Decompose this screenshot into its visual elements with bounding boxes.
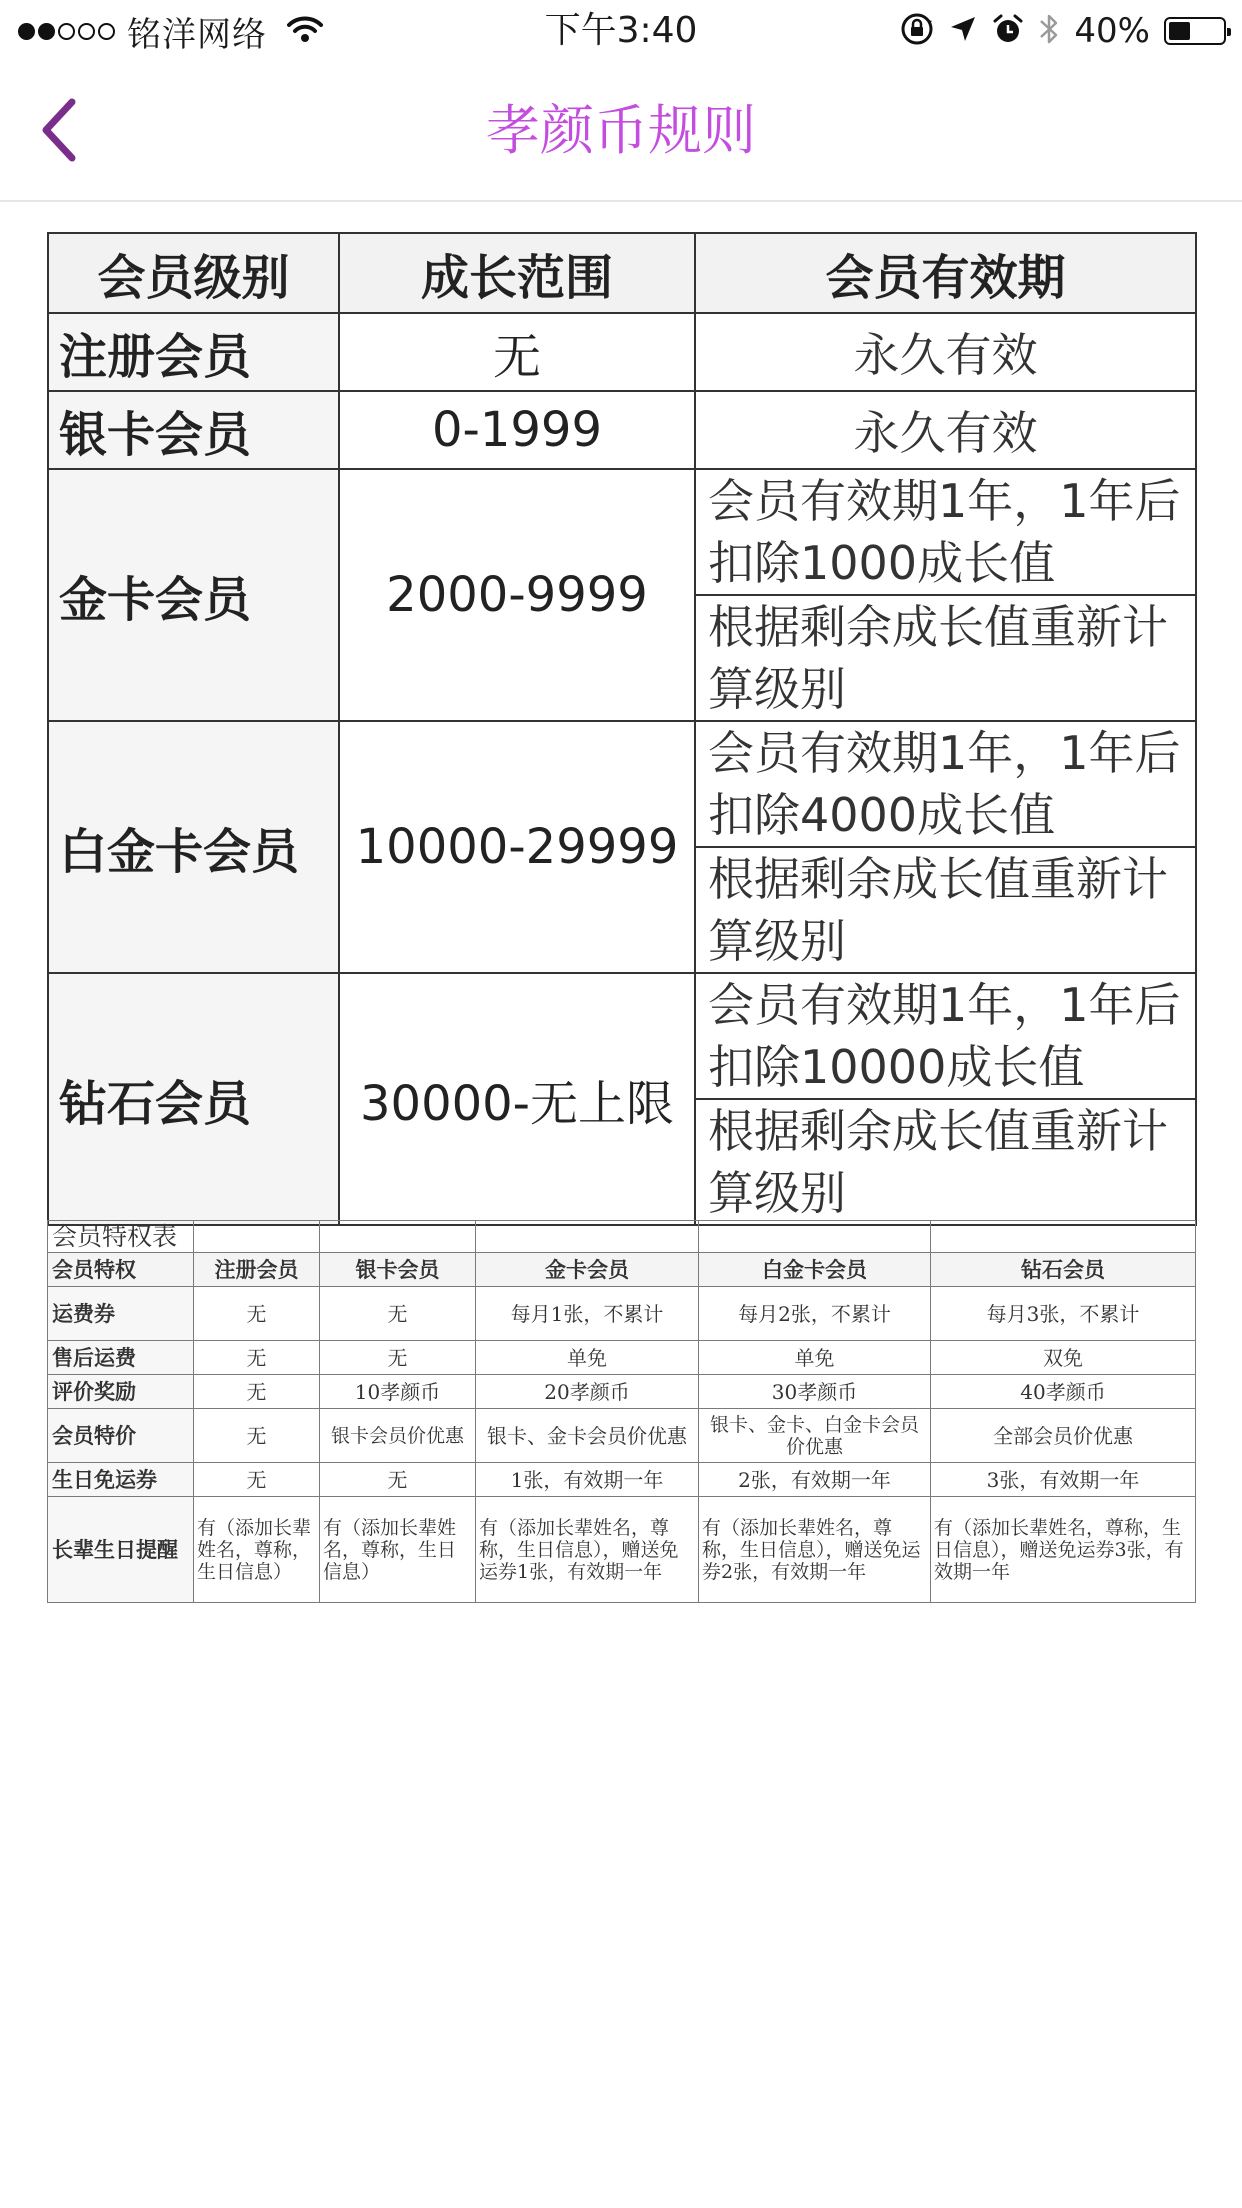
- signal-dots-icon: [18, 23, 115, 40]
- tier-note-recalc: 根据剩余成长值重新计算级别: [695, 1099, 1196, 1225]
- table-cell: 有（添加长辈姓名，尊称，生日信息），赠送免运券2张，有效期一年: [699, 1497, 931, 1603]
- bluetooth-icon: [1038, 11, 1060, 51]
- tier-row-gold: [48, 469, 1196, 595]
- table-cell: 有（添加长辈姓名，尊称，生日信息），赠送免运券3张，有效期一年: [931, 1497, 1196, 1603]
- table-cell: 无: [194, 1463, 320, 1497]
- battery-percent: 40%: [1074, 11, 1150, 51]
- privilege-table-caption: 会员特权表: [48, 1221, 194, 1253]
- tier-note-validity: 会员有效期1年，1年后扣除4000成长值: [695, 721, 1196, 847]
- table-cell: 无: [194, 1409, 320, 1463]
- tier-level: 注册会员: [48, 313, 339, 391]
- table-cell: 1张，有效期一年: [476, 1463, 699, 1497]
- privilege-header-row: [48, 1253, 1196, 1287]
- membership-tier-table: [47, 232, 1197, 1226]
- table-cell: 单免: [699, 1341, 931, 1375]
- table-cell: 每月3张，不累计: [931, 1287, 1196, 1341]
- tier-row-diamond: [48, 973, 1196, 1099]
- table-cell: 无: [320, 1463, 476, 1497]
- status-bar: [0, 0, 1242, 62]
- tier-note-recalc: 根据剩余成长值重新计算级别: [695, 847, 1196, 973]
- column-header-range: 成长范围: [339, 233, 695, 313]
- table-cell: 有（添加长辈姓名，尊称，生日信息）: [320, 1497, 476, 1603]
- column-header: 白金卡会员: [699, 1253, 931, 1287]
- privilege-row-review-reward: [48, 1375, 1196, 1409]
- privilege-name: 售后运费: [48, 1341, 194, 1375]
- privilege-name: 长辈生日提醒: [48, 1497, 194, 1603]
- tier-note-recalc: 根据剩余成长值重新计算级别: [695, 595, 1196, 721]
- tier-row-platinum: [48, 721, 1196, 847]
- table-cell: 有（添加长辈姓名，尊称，生日信息）: [194, 1497, 320, 1603]
- privilege-caption-row: [48, 1221, 1196, 1253]
- table-cell: 每月1张，不累计: [476, 1287, 699, 1341]
- tier-level: 钻石会员: [48, 973, 339, 1225]
- table-cell: 无: [194, 1341, 320, 1375]
- rotation-lock-icon: [900, 12, 934, 50]
- table-cell: 无: [194, 1375, 320, 1409]
- location-arrow-icon: [948, 14, 978, 48]
- column-header: 金卡会员: [476, 1253, 699, 1287]
- table-cell: 无: [320, 1341, 476, 1375]
- table-cell: 银卡、金卡会员价优惠: [476, 1409, 699, 1463]
- tier-range: 30000-无上限: [339, 973, 695, 1225]
- column-header: 注册会员: [194, 1253, 320, 1287]
- privilege-row-member-price: [48, 1409, 1196, 1463]
- battery-icon: [1164, 17, 1226, 45]
- table-cell: 每月2张，不累计: [699, 1287, 931, 1341]
- table-cell: 无: [320, 1287, 476, 1341]
- column-header: 钻石会员: [931, 1253, 1196, 1287]
- column-header: 银卡会员: [320, 1253, 476, 1287]
- privilege-name: 运费券: [48, 1287, 194, 1341]
- tier-range: 2000-9999: [339, 469, 695, 721]
- column-header: 会员特权: [48, 1253, 194, 1287]
- table-cell: 30孝颜币: [699, 1375, 931, 1409]
- table-cell: 银卡会员价优惠: [320, 1409, 476, 1463]
- table-cell: 双免: [931, 1341, 1196, 1375]
- table-cell: 20孝颜币: [476, 1375, 699, 1409]
- tier-header-row: [48, 233, 1196, 313]
- tier-note-validity: 会员有效期1年，1年后扣除1000成长值: [695, 469, 1196, 595]
- table-cell: 2张，有效期一年: [699, 1463, 931, 1497]
- tier-row-silver: [48, 391, 1196, 469]
- carrier-name: 铭洋网络: [127, 14, 267, 55]
- column-header-validity: 会员有效期: [695, 233, 1196, 313]
- privilege-name: 会员特价: [48, 1409, 194, 1463]
- tier-range: 10000-29999: [339, 721, 695, 973]
- wifi-icon: [287, 15, 323, 47]
- privilege-row-return-shipping: [48, 1341, 1196, 1375]
- table-cell: 40孝颜币: [931, 1375, 1196, 1409]
- tier-range: 0-1999: [339, 391, 695, 469]
- tier-validity: 永久有效: [695, 313, 1196, 391]
- tier-note-validity: 会员有效期1年，1年后扣除10000成长值: [695, 973, 1196, 1099]
- tier-level: 银卡会员: [48, 391, 339, 469]
- clock: 下午3:40: [544, 10, 698, 51]
- page-title: 孝颜币规则: [486, 99, 756, 162]
- table-cell: 3张，有效期一年: [931, 1463, 1196, 1497]
- privilege-row-shipping-coupon: [48, 1287, 1196, 1341]
- privilege-row-elder-birthday: [48, 1497, 1196, 1603]
- privilege-name: 评价奖励: [48, 1375, 194, 1409]
- column-header-level: 会员级别: [48, 233, 339, 313]
- table-cell: 单免: [476, 1341, 699, 1375]
- tier-level: 白金卡会员: [48, 721, 339, 973]
- status-right: [900, 8, 1226, 54]
- status-left: [18, 8, 323, 54]
- alarm-icon: [992, 13, 1024, 49]
- tier-level: 金卡会员: [48, 469, 339, 721]
- tier-range: 无: [339, 313, 695, 391]
- privilege-name: 生日免运券: [48, 1463, 194, 1497]
- table-cell: 银卡、金卡、白金卡会员价优惠: [699, 1409, 931, 1463]
- tier-row-registered: [48, 313, 1196, 391]
- tier-validity: 永久有效: [695, 391, 1196, 469]
- privilege-table: [47, 1220, 1196, 1603]
- nav-bar: [0, 62, 1242, 202]
- table-cell: 全部会员价优惠: [931, 1409, 1196, 1463]
- table-cell: 有（添加长辈姓名，尊称，生日信息），赠送免运券1张，有效期一年: [476, 1497, 699, 1603]
- privilege-row-birthday-coupon: [48, 1463, 1196, 1497]
- table-cell: 无: [194, 1287, 320, 1341]
- table-cell: 10孝颜币: [320, 1375, 476, 1409]
